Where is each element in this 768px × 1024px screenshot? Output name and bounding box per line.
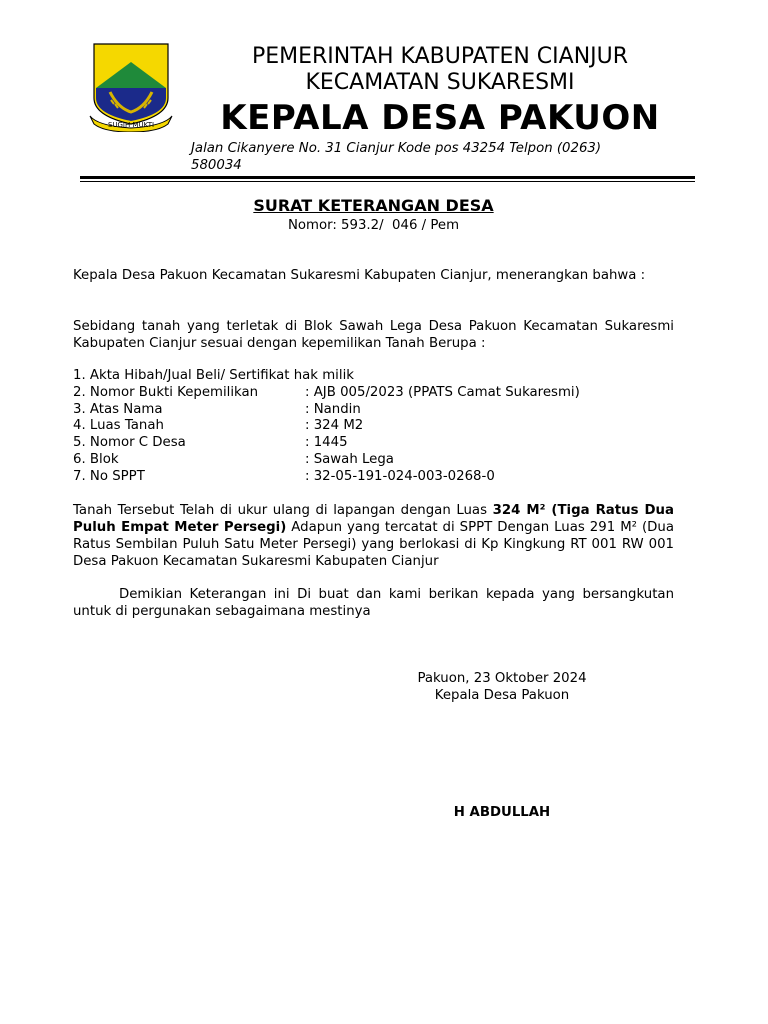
item-value: : Sawah Lega [305, 451, 394, 467]
opening-paragraph: Kepala Desa Pakuon Kecamatan Sukaresmi Kabupaten Cianjur, menerangkan bahwa : [73, 268, 646, 283]
list-item [73, 368, 674, 385]
letterhead-rule-thick [80, 176, 695, 179]
measurement-area-bold: 324 M² (Tiga Ratus Dua Puluh Empat Meter Persegi) [73, 503, 674, 535]
kop-district: KECAMATAN SUKARESMI [305, 70, 575, 95]
item-label: 4. Luas Tanah [73, 418, 164, 434]
signature-name: H ABDULLAH [453, 805, 551, 820]
item-label: 1. Akta Hibah/Jual Beli/ Sertifikat hak milik [73, 368, 354, 383]
logo-motto: SUGIH MUKTI [107, 121, 155, 129]
signature-place-date: Pakuon, 23 Oktober 2024 [417, 671, 587, 686]
document-title: SURAT KETERANGAN DESA [253, 196, 494, 215]
kop-title: KEPALA DESA PAKUON [220, 98, 660, 138]
list-item [73, 452, 674, 469]
item-label: 7. No SPPT [73, 468, 145, 484]
cianjur-coat-of-arms-icon [88, 42, 174, 132]
item-label: 2. Nomor Bukti Kepemilikan [73, 384, 259, 400]
kop-government: PEMERINTAH KABUPATEN CIANJUR [251, 44, 629, 69]
measurement-text-after: Adapun yang tercatat di SPPT Dengan Luas 291 M² (Dua Ratus Sembilan Puluh Satu Meter Persegi) yang berlokasi di Kp Kingkung RT 001 RW 001 Desa Pakuon Kecamatan Sukaresmi Kabupaten Cianjur [73, 520, 674, 569]
item-label: 5. Nomor C Desa [73, 435, 186, 451]
intro-paragraph: Sebidang tanah yang terletak di Blok Sawah Lega Desa Pakuon Kecamatan Sukaresmi Kabupaten Cianjur sesuai dengan kepemilikan Tanah Berupa : [73, 319, 674, 351]
list-item [73, 418, 674, 435]
kop-address: Jalan Cikanyere No. 31 Cianjur Kode pos 43254 Telpon (0263) 580034 [191, 141, 602, 173]
item-label: 3. Atas Nama [73, 401, 163, 417]
list-item [73, 469, 674, 486]
item-value: : AJB 005/2023 (PPATS Camat Sukaresmi) [305, 384, 580, 400]
item-value: : Nandin [305, 401, 361, 417]
land-details-list [73, 368, 674, 486]
signature-role: Kepala Desa Pakuon [434, 688, 570, 703]
list-item [73, 402, 674, 419]
measurement-text-before: Tanah Tersebut Telah di ukur ulang di lapangan dengan Luas [73, 503, 493, 518]
measurement-paragraph [73, 502, 674, 570]
item-value: : 1445 [305, 435, 348, 451]
item-value: : 324 M2 [305, 418, 364, 434]
item-label: 6. Blok [73, 451, 119, 467]
list-item [73, 385, 674, 402]
letterhead-rule-thin [80, 181, 695, 182]
item-value: : 32-05-191-024-003-0268-0 [305, 468, 495, 484]
closing-paragraph: Demikian Keterangan ini Di buat dan kami berikan kepada yang bersangkutan untuk di pergunakan sebagaimana mestinya [73, 587, 674, 619]
document-number: Nomor: 593.2/ 046 / Pem [287, 218, 460, 233]
list-item [73, 435, 674, 452]
